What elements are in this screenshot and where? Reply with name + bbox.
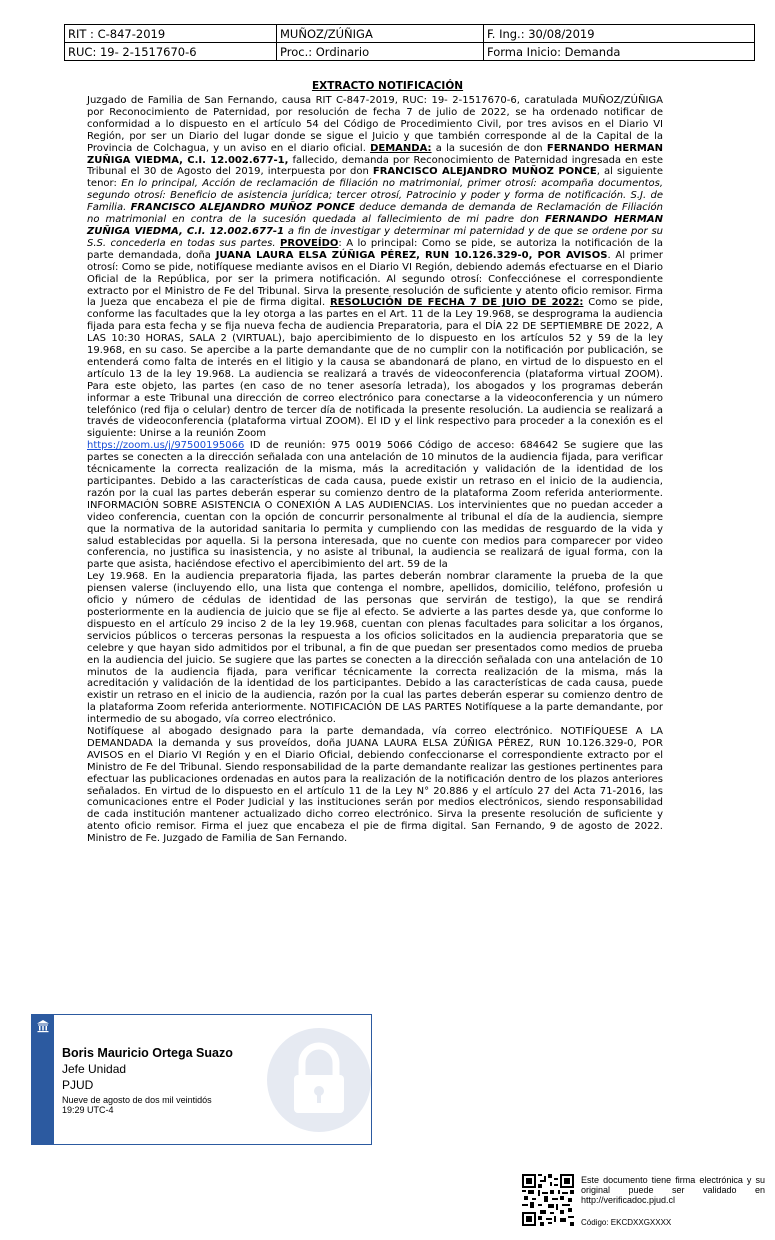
petition-text: deduce demanda de demanda de Reclamación de Filiación no matrimonial en contra de la sucesión quedada al fallecimiento de mi padre don: [87, 202, 663, 226]
signer-name: Boris Mauricio Ortega Suazo: [62, 1046, 233, 1060]
signature-date: Nueve de agosto de dos mil veintidós: [62, 1095, 212, 1105]
signature-strip: [32, 1015, 54, 1144]
forma-inicio-cell: Forma Inicio: Demanda: [484, 43, 755, 61]
body-text-segment: , al siguiente tenor:: [87, 166, 663, 190]
body-text-segment: Notifíquese al abogado designado para la parte demandada, vía correo electrónico. NOTIFÍQUESE A LA DEMANDADA la demanda y sus proveídos, doña JUANA LAURA ELSA ZÚÑIGA PÉREZ, RUN 10.126.329-0, POR AVISOS en el Diario VI Región y en el Diario Oficial, debiendo confeccionarse el correspondiente extracto por el Ministro de Fe del Tribunal. Siendo responsabilidad de la parte demandante realizar las gestiones pertinentes para efectuar las publicaciones ordenadas en autos para la realización de la notificación dentro de los plazos anteriores señalados. En virtud de lo dispuesto en el artículo 11 de la Ley N° 20.886 y el artículo 27 del Acta 71-2016, las comunicaciones entre el Poder Judicial y las instituciones serán por medios electrónicos, siendo responsabilidad de cada institución mantener actualizado dicho correo electrónico. Sirva la presente resolución de suficiente y atento oficio remisor. Firma el juez que encabeza el pie de firma digital. San Fernando, 9 de agosto de 2022. Ministro de Fe. Juzgado de Familia de San Fernando.: [87, 726, 663, 845]
signer-organization: PJUD: [62, 1078, 94, 1092]
signer-role: Jefe Unidad: [62, 1062, 127, 1076]
document-title: EXTRACTO NOTIFICACIÓN: [311, 80, 464, 92]
zoom-link[interactable]: https://zoom.us/j/97500195066: [87, 440, 245, 452]
resolution-label: RESOLUCIÓN DE FECHA 7 DE JUIO DE 2022:: [329, 297, 584, 309]
body-text-segment: ID de reunión: 975 0019 5066 Código de acceso: 684642 Se sugiere que las partes se conecten a la dirección señalada con una antelación de 10 minutos de la audiencia fijada, para verificar técnicamente la correcta realización de la misma, más la acreditación y validación de la identidad de los participantes. Debido a las características de cada causa, puede existir un retraso en el inicio de la audiencia, razón por la cual las partes deberán esperar su comienzo dentro de la plataforma Zoom referida anteriormente. INFORMACIÓN SOBRE ASISTENCIA O CONEXIÓN A LAS AUDIENCIAS. Los intervinientes que no puedan acceder a video conferencia, cuentan con la opción de concurrir personalmente al tribunal el día de la audiencia, siempre que la normativa de la autoridad sanitaria lo permita y cumpliendo con las medidas de resguardo de la vida y salud establecidas por aquella. Si la persona interesada, que no cuente con medios para comparecer por video conferencia, no justifica su inasistencia, y no asiste al tribunal, la audiencia se realizará de igual forma, con la parte que asista, haciéndose efectivo el apercibimiento del art. 59 de la: [87, 440, 663, 571]
demanda-label: DEMANDA:: [370, 142, 432, 154]
digital-signature-box: [31, 1014, 372, 1145]
ruc-cell: RUC: 19- 2-1517670-6: [65, 43, 277, 61]
courthouse-icon: [36, 1019, 50, 1033]
body-text-segment: . Al primer otrosí: Como se pide, notifíquese mediante avisos en el Diario VI Región, debiendo además efectuarse en el Diario Oficial de la República, por ser la primera notificación. Al segundo otrosí: Confecciónese el correspondiente extracto por el Ministro de Fe del Tribunal. Sirva la presente resolución de suficiente y atento oficio remisor. Firma la Jueza que encabeza el pie de firma digital.: [87, 249, 663, 309]
body-text-segment: : A lo principal: Como se pide, se autoriza la notificación de la parte demandada, doña: [87, 237, 663, 261]
rit-cell: RIT : C-847-2019: [65, 25, 277, 43]
signature-time: 19:29 UTC-4: [62, 1105, 114, 1115]
fecha-ingreso-cell: F. Ing.: 30/08/2019: [484, 25, 755, 43]
case-header-table: [64, 24, 755, 61]
verification-code: Código: EKCDXXGXXXX: [581, 1218, 672, 1227]
caratula-cell: MUÑOZ/ZÚÑIGA: [277, 25, 484, 43]
plaintiff-name: FRANCISCO ALEJANDRO MUÑOZ PONCE: [130, 202, 355, 214]
notification-body: [87, 95, 663, 845]
body-text-segment: Como se pide, conforme las facultades que la ley otorga a las partes en el Art. 11 de la Ley 19.968, se desprograma la audiencia fijada para esta fecha y se fija nueva fecha de audiencia Preparatoria, para el DÍA 22 DE SEPTIEMBRE DE 2022, A LAS 10:30 HORAS, SALA 2 (VIRTUAL), bajo apercibimiento de lo dispuesto en los artículos 52 y 59 de la ley 19.968, en su caso. Se apercibe a la parte demandante que de no cumplir con la notificación por publicación, se entenderá como falta de interés en el litigio y la causa se abandonará de plano, en virtud de lo dispuesto en el artículo 13 de la ley 19.968. La audiencia se realizará a través de videoconferencia (plataforma virtual ZOOM). Para este objeto, las partes (en caso de no tener asesoría letrada), los abogados y los programas deberán informar a este Tribunal una dirección de correo electrónico para conectarse a la videoconferencia y un número telefónico (red fija o celular) dentro de tercer día de notificada la presente resolución. La audiencia se realizará a través de videoconferencia (plataforma virtual ZOOM). El ID y el link respectivo para proceder a la conexión es el siguiente: Unirse a la reunión Zoom: [87, 297, 664, 440]
proveido-label: PROVEÍDO: [280, 237, 339, 249]
body-text-segment: Ley 19.968. En la audiencia preparatoria fijada, las partes deberán nombrar claramente la prueba de la que piensen valerse (incluyendo ello, una lista que contenga el nombre, apellidos, domicilio, teléfono, profesión u oficio y número de cédulas de identidad de las personas que servirán de testigo), la que se rendirá posteriormente en la audiencia de juicio que se fije al efecto. Se advierte a las partes desde ya, que conforme lo dispuesto en el artículo 29 inciso 2 de la ley 19.968, cuentan con plenas facultades para solicitar a los órganos, servicios públicos o terceras personas la respuesta a los oficios solicitados en la audiencia preparatoria que se celebre y que hayan sido admitidos por el tribunal, a fin de que puedan ser presentados como medios de prueba en la audiencia del juicio. Se sugiere que las partes se conecten a la dirección señalada con una antelación de 10 minutos de la audiencia fijada, para verificar técnicamente la correcta realización de la misma, más la acreditación y validación de la identidad de los participantes. Debido a las características de cada causa, puede existir un retraso en el inicio de la audiencia, razón por la cual las partes deberán esperar su comienzo dentro de la plataforma Zoom referida anteriormente. NOTIFICACIÓN DE LAS PARTES Notifíquese a la parte demandante, por intermedio de su abogado, vía correo electrónico.: [87, 571, 663, 726]
defendant-name: FERNANDO HERMAN ZUÑIGA VIEDMA, C.I. 12.002.677-1,: [87, 142, 663, 166]
qr-code: [522, 1174, 574, 1226]
petition-text: a fin de investigar y determinar mi paternidad y de que se ordene por su S.S. concederla en todas sus partes.: [87, 225, 663, 249]
respondent-name: JUANA LAURA ELSA ZÚÑIGA PÉREZ, RUN 10.126.329-0, POR AVISOS: [215, 249, 608, 261]
petition-text: En lo principal, Acción de reclamación de filiación no matrimonial, primer otrosí: acompaña documentos, segundo otrosí: Beneficio de asistencia jurídica; tercer otrosí, Patrocinio y poder y forma de notificación. S.J. de Familia.: [87, 178, 663, 214]
lock-watermark-icon: [264, 1025, 374, 1135]
verification-text: Este documento tiene firma electrónica y su original puede ser validado en http://verificadoc.pjud.cl: [581, 1175, 765, 1205]
procedimiento-cell: Proc.: Ordinario: [277, 43, 484, 61]
plaintiff-name: FRANCISCO ALEJANDRO MUÑOZ PONCE: [372, 166, 597, 178]
body-text-segment: fallecido, demanda por Reconocimiento de Paternidad ingresada en este Tribunal el 30 de Agosto del 2019, interpuesta por don: [87, 154, 663, 178]
body-text-segment: Juzgado de Familia de San Fernando, causa RIT C-847-2019, RUC: 19- 2-1517670-6, caratulada MUÑOZ/ZÚÑIGA por Reconocimiento de Paternidad, por resolución de fecha 7 de julio de 2022, se ha ordenado notificar de conformidad a lo dispuesto en el artículo 54 del Código de Procedimiento Civil, por tres avisos en el Diario VI Región, por ser un Diario del lugar donde se sigue el Juicio y que también corresponde al de la Capital de la Provincia de Colchagua, y un aviso en el diario oficial.: [87, 95, 663, 154]
defendant-name: FERNANDO HERMAN ZUÑIGA VIEDMA, C.I. 12.002.677-1: [87, 214, 663, 237]
body-text-segment: a la sucesión de don: [431, 142, 547, 154]
